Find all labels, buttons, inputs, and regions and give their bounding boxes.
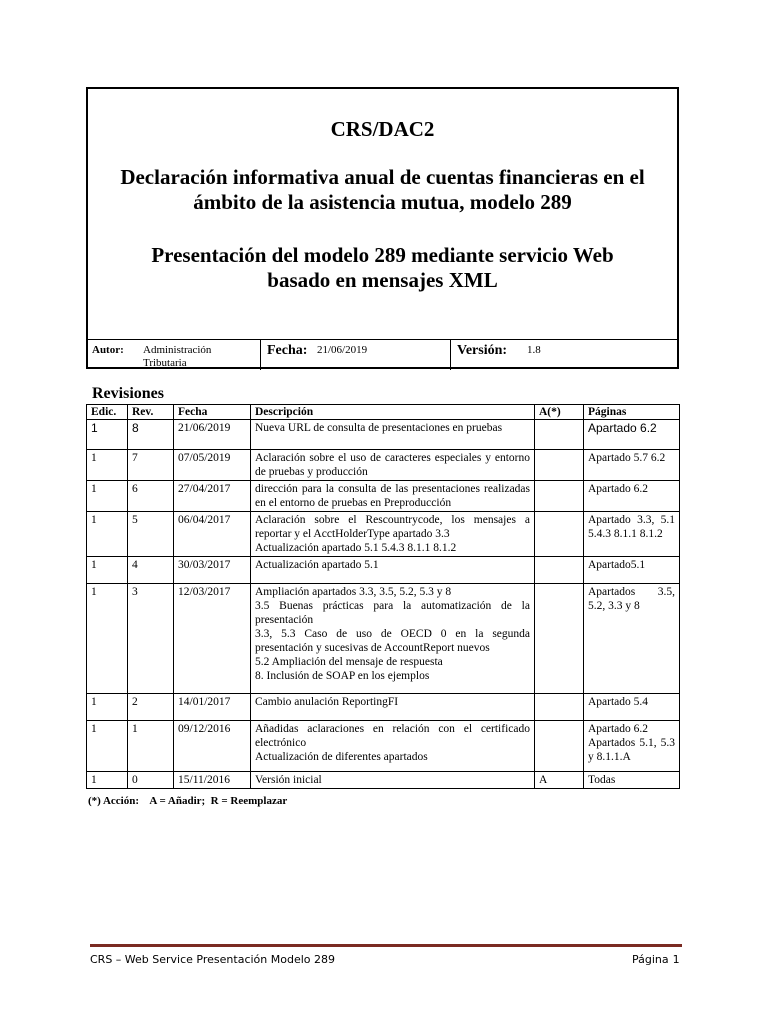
edic-cell-line: 1 bbox=[91, 421, 98, 435]
edic-cell-line: 1 bbox=[91, 586, 97, 598]
fecha-cell bbox=[174, 512, 251, 557]
cover-box bbox=[86, 87, 679, 369]
accion-cell bbox=[535, 721, 584, 772]
presentation-title bbox=[98, 243, 667, 293]
revision-row bbox=[87, 721, 680, 772]
descripcion-cell bbox=[251, 557, 535, 584]
fecha-cell bbox=[174, 694, 251, 721]
descripcion-cell-line: Ampliación apartados 3.3, 3.5, 5.2, 5.3 y 8 bbox=[255, 586, 452, 598]
rev-cell bbox=[128, 721, 174, 772]
rev-cell-line: 0 bbox=[132, 774, 138, 786]
revision-row bbox=[87, 584, 680, 694]
descripcion-cell-line: Actualización apartado 5.1 5.4.3 8.1.1 8.1.2 bbox=[255, 542, 457, 554]
paginas-cell-line: Apartados 5.1, 5.3 y 8.1.1.A bbox=[588, 737, 675, 763]
author-cell bbox=[88, 340, 260, 370]
footer-page bbox=[632, 953, 680, 966]
edic-cell-line: 1 bbox=[91, 452, 97, 464]
revision-row bbox=[87, 420, 680, 450]
presentation-line-2: basado en mensajes XML bbox=[267, 268, 498, 292]
document-subtitle bbox=[98, 165, 667, 215]
edic-cell-line: 1 bbox=[91, 514, 97, 526]
descripcion-cell bbox=[251, 450, 535, 481]
date-value: 21/06/2019 bbox=[317, 344, 368, 356]
paginas-cell bbox=[584, 481, 680, 512]
paginas-cell bbox=[584, 450, 680, 481]
author-line-1: Administración bbox=[143, 344, 212, 356]
presentation-line-1: Presentación del modelo 289 mediante servicio Web bbox=[151, 243, 614, 267]
paginas-cell-line: Apartado 5.4 bbox=[588, 696, 649, 708]
document-code: CRS/DAC2 bbox=[330, 117, 435, 141]
descripcion-cell-line: 3.3, 5.3 Caso de uso de OECD 0 en la segunda presentación y sucesivas de AccountReport nuevos bbox=[255, 628, 530, 654]
accion-cell bbox=[535, 512, 584, 557]
descripcion-cell-line: dirección para la consulta de las presentaciones realizadas en el entorno de pruebas en Preproducción bbox=[255, 483, 530, 509]
rev-cell-line: 4 bbox=[132, 559, 138, 571]
descripcion-cell bbox=[251, 721, 535, 772]
descripcion-cell bbox=[251, 420, 535, 450]
rev-cell bbox=[128, 557, 174, 584]
edic-cell-line: 1 bbox=[91, 723, 97, 735]
revision-row bbox=[87, 481, 680, 512]
fecha-cell-line: 07/05/2019 bbox=[178, 452, 231, 464]
date-cell bbox=[260, 340, 450, 370]
fecha-cell bbox=[174, 584, 251, 694]
fecha-cell-line: 15/11/2016 bbox=[178, 774, 230, 786]
metadata-row bbox=[88, 339, 677, 370]
edic-cell-line: 1 bbox=[91, 483, 97, 495]
revision-row bbox=[87, 694, 680, 721]
revision-row bbox=[87, 512, 680, 557]
descripcion-cell-line: Actualización apartado 5.1 bbox=[255, 559, 379, 571]
edic-cell bbox=[87, 557, 128, 584]
descripcion-cell-line: Añadidas aclaraciones en relación con el certificado electrónico bbox=[255, 723, 530, 749]
fecha-cell-line: 21/06/2019 bbox=[178, 422, 231, 434]
fecha-cell bbox=[174, 481, 251, 512]
descripcion-cell-line: 3.5 Buenas prácticas para la automatización de la presentación bbox=[255, 600, 530, 626]
fecha-cell-line: 06/04/2017 bbox=[178, 514, 231, 526]
rev-cell bbox=[128, 512, 174, 557]
paginas-cell-line: Apartado 3.3, 5.1 5.4.3 8.1.1 8.1.2 bbox=[588, 514, 675, 540]
edic-cell-line: 1 bbox=[91, 559, 97, 571]
fecha-cell bbox=[174, 557, 251, 584]
edic-cell bbox=[87, 721, 128, 772]
paginas-cell bbox=[584, 584, 680, 694]
descripcion-cell-line: Actualización de diferentes apartados bbox=[255, 751, 428, 763]
revisions-header-row bbox=[87, 405, 680, 420]
revisions-body bbox=[87, 420, 680, 789]
revision-row bbox=[87, 772, 680, 789]
subtitle-line-1: Declaración informativa anual de cuentas financieras en el bbox=[120, 165, 645, 189]
version-value: 1.8 bbox=[527, 344, 541, 356]
revision-row bbox=[87, 557, 680, 584]
rev-cell bbox=[128, 584, 174, 694]
fecha-cell-line: 30/03/2017 bbox=[178, 559, 231, 571]
author-label: Autor: bbox=[92, 344, 124, 356]
fecha-cell-line: 14/01/2017 bbox=[178, 696, 231, 708]
descripcion-cell bbox=[251, 772, 535, 789]
fecha-cell bbox=[174, 721, 251, 772]
version-label: Versión: bbox=[457, 343, 508, 358]
author-line-2: Tributaria bbox=[143, 357, 187, 369]
rev-cell bbox=[128, 420, 174, 450]
rev-cell-line: 5 bbox=[132, 514, 138, 526]
descripcion-cell-line: Nueva URL de consulta de presentaciones en pruebas bbox=[255, 422, 503, 434]
edic-cell bbox=[87, 481, 128, 512]
descripcion-cell-line: 8. Inclusión de SOAP en los ejemplos bbox=[255, 670, 430, 682]
paginas-cell bbox=[584, 772, 680, 789]
subtitle-line-2: ámbito de la asistencia mutua, modelo 289 bbox=[193, 190, 572, 214]
page-number: 1 bbox=[672, 953, 680, 966]
rev-cell-line: 1 bbox=[132, 723, 138, 735]
date-label: Fecha: bbox=[267, 343, 308, 358]
descripcion-cell bbox=[251, 694, 535, 721]
paginas-cell-line: Apartado 6.2 bbox=[588, 723, 649, 735]
fecha-cell-line: 27/04/2017 bbox=[178, 483, 231, 495]
footer-title: CRS – Web Service Presentación Modelo 289 bbox=[90, 953, 335, 966]
page-label: Página bbox=[632, 953, 669, 966]
action-note: (*) Acción: A = Añadir; R = Reemplazar bbox=[88, 795, 288, 807]
fecha-cell bbox=[174, 772, 251, 789]
rev-cell-line: 7 bbox=[132, 452, 138, 464]
edic-cell bbox=[87, 584, 128, 694]
edic-cell-line: 1 bbox=[91, 774, 97, 786]
header-descripcion: Descripción bbox=[251, 405, 535, 420]
fecha-cell-line: 12/03/2017 bbox=[178, 586, 231, 598]
accion-cell bbox=[535, 772, 584, 789]
paginas-cell-line: Apartado 6.2 bbox=[588, 483, 649, 495]
paginas-cell-line: Apartados 3.5, 5.2, 3.3 y 8 bbox=[588, 586, 675, 612]
descripcion-cell bbox=[251, 512, 535, 557]
edic-cell bbox=[87, 694, 128, 721]
edic-cell-line: 1 bbox=[91, 696, 97, 708]
descripcion-cell-line: Aclaración sobre el Rescountrycode, los mensajes a reportar y el AcctHolderType apartado 3.3 bbox=[255, 514, 530, 540]
accion-cell bbox=[535, 694, 584, 721]
paginas-cell bbox=[584, 694, 680, 721]
paginas-cell bbox=[584, 512, 680, 557]
paginas-cell bbox=[584, 557, 680, 584]
paginas-cell bbox=[584, 721, 680, 772]
rev-cell bbox=[128, 481, 174, 512]
rev-cell-line: 8 bbox=[132, 421, 139, 435]
title-block bbox=[88, 89, 677, 339]
edic-cell bbox=[87, 450, 128, 481]
header-paginas: Páginas bbox=[584, 405, 680, 420]
paginas-cell-line: Apartado5.1 bbox=[588, 559, 646, 571]
revisions-title: Revisiones bbox=[92, 385, 164, 402]
fecha-cell-line: 09/12/2016 bbox=[178, 723, 231, 735]
rev-cell-line: 2 bbox=[132, 696, 138, 708]
rev-cell bbox=[128, 694, 174, 721]
author-value bbox=[143, 344, 211, 370]
accion-cell bbox=[535, 450, 584, 481]
paginas-cell-line: Apartado 6.2 bbox=[588, 421, 657, 435]
accion-cell bbox=[535, 557, 584, 584]
version-cell bbox=[450, 340, 679, 370]
revision-row bbox=[87, 450, 680, 481]
accion-cell-line: A bbox=[539, 774, 548, 786]
paginas-cell bbox=[584, 420, 680, 450]
descripcion-cell-line: Cambio anulación ReportingFI bbox=[255, 696, 399, 708]
accion-cell bbox=[535, 584, 584, 694]
rev-cell-line: 6 bbox=[132, 483, 138, 495]
rev-cell bbox=[128, 450, 174, 481]
accion-cell bbox=[535, 481, 584, 512]
paginas-cell-line: Todas bbox=[588, 774, 616, 786]
edic-cell bbox=[87, 512, 128, 557]
header-rev: Rev. bbox=[128, 405, 174, 420]
footer-divider bbox=[90, 944, 682, 947]
header-fecha: Fecha bbox=[174, 405, 251, 420]
descripcion-cell bbox=[251, 481, 535, 512]
accion-cell bbox=[535, 420, 584, 450]
descripcion-cell-line: Aclaración sobre el uso de caracteres especiales y entorno de pruebas y producción bbox=[255, 452, 530, 478]
descripcion-cell bbox=[251, 584, 535, 694]
edic-cell bbox=[87, 772, 128, 789]
paginas-cell-line: Apartado 5.7 6.2 bbox=[588, 452, 666, 464]
fecha-cell bbox=[174, 450, 251, 481]
fecha-cell bbox=[174, 420, 251, 450]
rev-cell-line: 3 bbox=[132, 586, 138, 598]
rev-cell bbox=[128, 772, 174, 789]
header-edic: Edic. bbox=[87, 405, 128, 420]
descripcion-cell-line: 5.2 Ampliación del mensaje de respuesta bbox=[255, 656, 443, 668]
revisions-table bbox=[86, 404, 680, 789]
descripcion-cell-line: Versión inicial bbox=[255, 774, 322, 786]
header-accion: A(*) bbox=[535, 405, 584, 420]
edic-cell bbox=[87, 420, 128, 450]
